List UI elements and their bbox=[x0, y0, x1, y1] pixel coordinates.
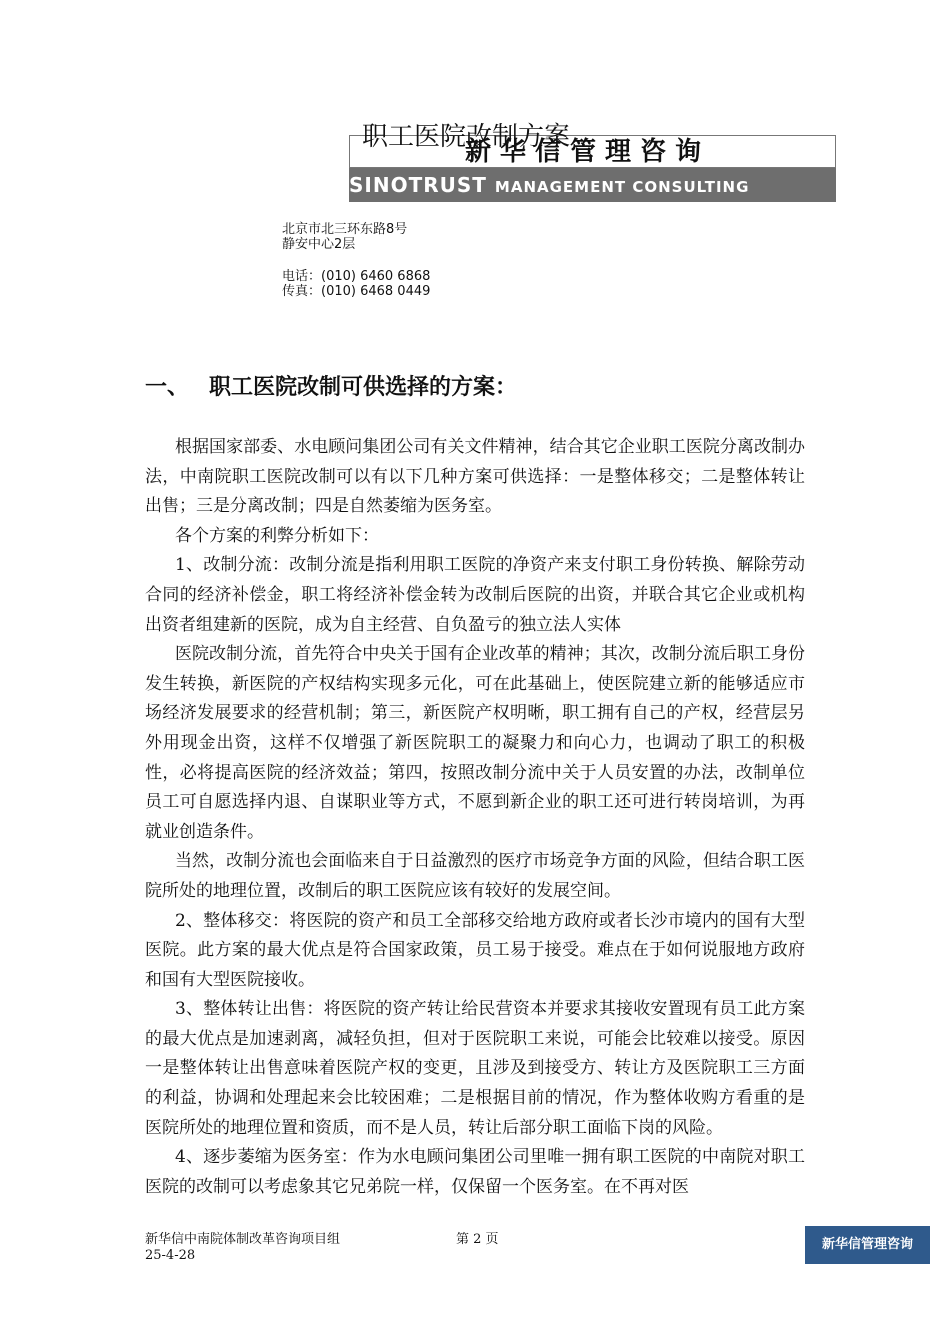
section-heading bbox=[145, 373, 517, 403]
page-number: 第 2 页 bbox=[456, 1232, 499, 1247]
footer-info bbox=[145, 1232, 340, 1264]
paragraph: 3、整体转让出售：将医院的资产转让给民营资本并要求其接收安置现有员工此方案的最大优点是加速剥离，减轻负担，但对于医院职工来说，可能会比较难以接受。原因一是整体转让出售意味着医院产权的变更，且涉及到接受方、转让方及医院职工三方面的利益，协调和处理起来会比较困难；二是根据目前的情况，作为整体收购方看重的是医院所处的地理位置和资质，而不是人员，转让后部分职工面临下岗的风险。 bbox=[145, 999, 805, 1138]
section-number: 一、 bbox=[145, 375, 190, 400]
contact-block bbox=[282, 222, 430, 299]
paragraph: 4、逐步萎缩为医务室：作为水电顾问集团公司里唯一拥有职工医院的中南院对职工医院的改制可以考虑象其它兄弟院一样，仅保留一个医务室。在不再对医 bbox=[145, 1147, 805, 1197]
paragraph: 根据国家部委、水电顾问集团公司有关文件精神，结合其它企业职工医院分离改制办法，中南院职工医院改制可以有以下几种方案可供选择：一是整体移交；二是整体转让出售；三是分离改制；四是自然萎缩为医务室。 bbox=[145, 437, 805, 517]
phone: 电话：(010) 6460 6868 bbox=[282, 269, 431, 284]
fax: 传真：(010) 6468 0449 bbox=[282, 284, 431, 299]
footer-logo: 新华信管理咨询 bbox=[805, 1226, 930, 1264]
paragraph: 1、改制分流：改制分流是指利用职工医院的净资产来支付职工身份转换、解除劳动合同的经济补偿金，职工将经济补偿金转为改制后医院的出资，并联合其它企业或机构出资者组建新的医院，成为自主经营、自负盈亏的独立法人实体 bbox=[145, 555, 805, 635]
logo-chinese: 新华信管理咨询 bbox=[465, 137, 711, 167]
paragraph: 医院改制分流，首先符合中央关于国有企业改革的精神；其次，改制分流后职工身份发生转换，新医院的产权结构实现多元化，可在此基础上，使医院建立新的能够适应市场经济发展要求的经营机制；第三，新医院产权明晰，职工拥有自己的产权，经营层另外用现金出资，这样不仅增强了新医院职工的凝聚力和向心力，也调动了职工的积极性，必将提高医院的经济效益；第四，按照改制分流中关于人员安置的办法，改制单位员工可自愿选择内退、自谋职业等方式，不愿到新企业的职工还可进行转岗培训，为再就业创造条件。 bbox=[145, 644, 805, 842]
document-title: 职工医院改制方案 bbox=[362, 122, 571, 152]
logo-english-bar bbox=[349, 168, 836, 202]
logo-english-sub: MANAGEMENT CONSULTING bbox=[494, 178, 750, 196]
footer-project: 新华信中南院体制改革咨询项目组 bbox=[145, 1232, 341, 1247]
address-line-1: 北京市北三环东路8号 bbox=[282, 222, 408, 237]
body-text bbox=[145, 433, 805, 1202]
logo-english-main: SINOTRUST bbox=[349, 173, 487, 197]
footer-date: 25-4-28 bbox=[145, 1248, 196, 1263]
address-line-2: 静安中心2层 bbox=[282, 237, 356, 252]
section-title: 职工医院改制可供选择的方案： bbox=[209, 375, 518, 400]
paragraph: 当然，改制分流也会面临来自于日益激烈的医疗市场竞争方面的风险，但结合职工医院所处的地理位置，改制后的职工医院应该有较好的发展空间。 bbox=[145, 851, 805, 901]
paragraph: 2、整体移交：将医院的资产和员工全部移交给地方政府或者长沙市境内的国有大型医院。此方案的最大优点是符合国家政策，员工易于接受。难点在于如何说服地方政府和国有大型医院接收。 bbox=[145, 910, 805, 990]
paragraph: 各个方案的利弊分析如下： bbox=[175, 525, 379, 546]
